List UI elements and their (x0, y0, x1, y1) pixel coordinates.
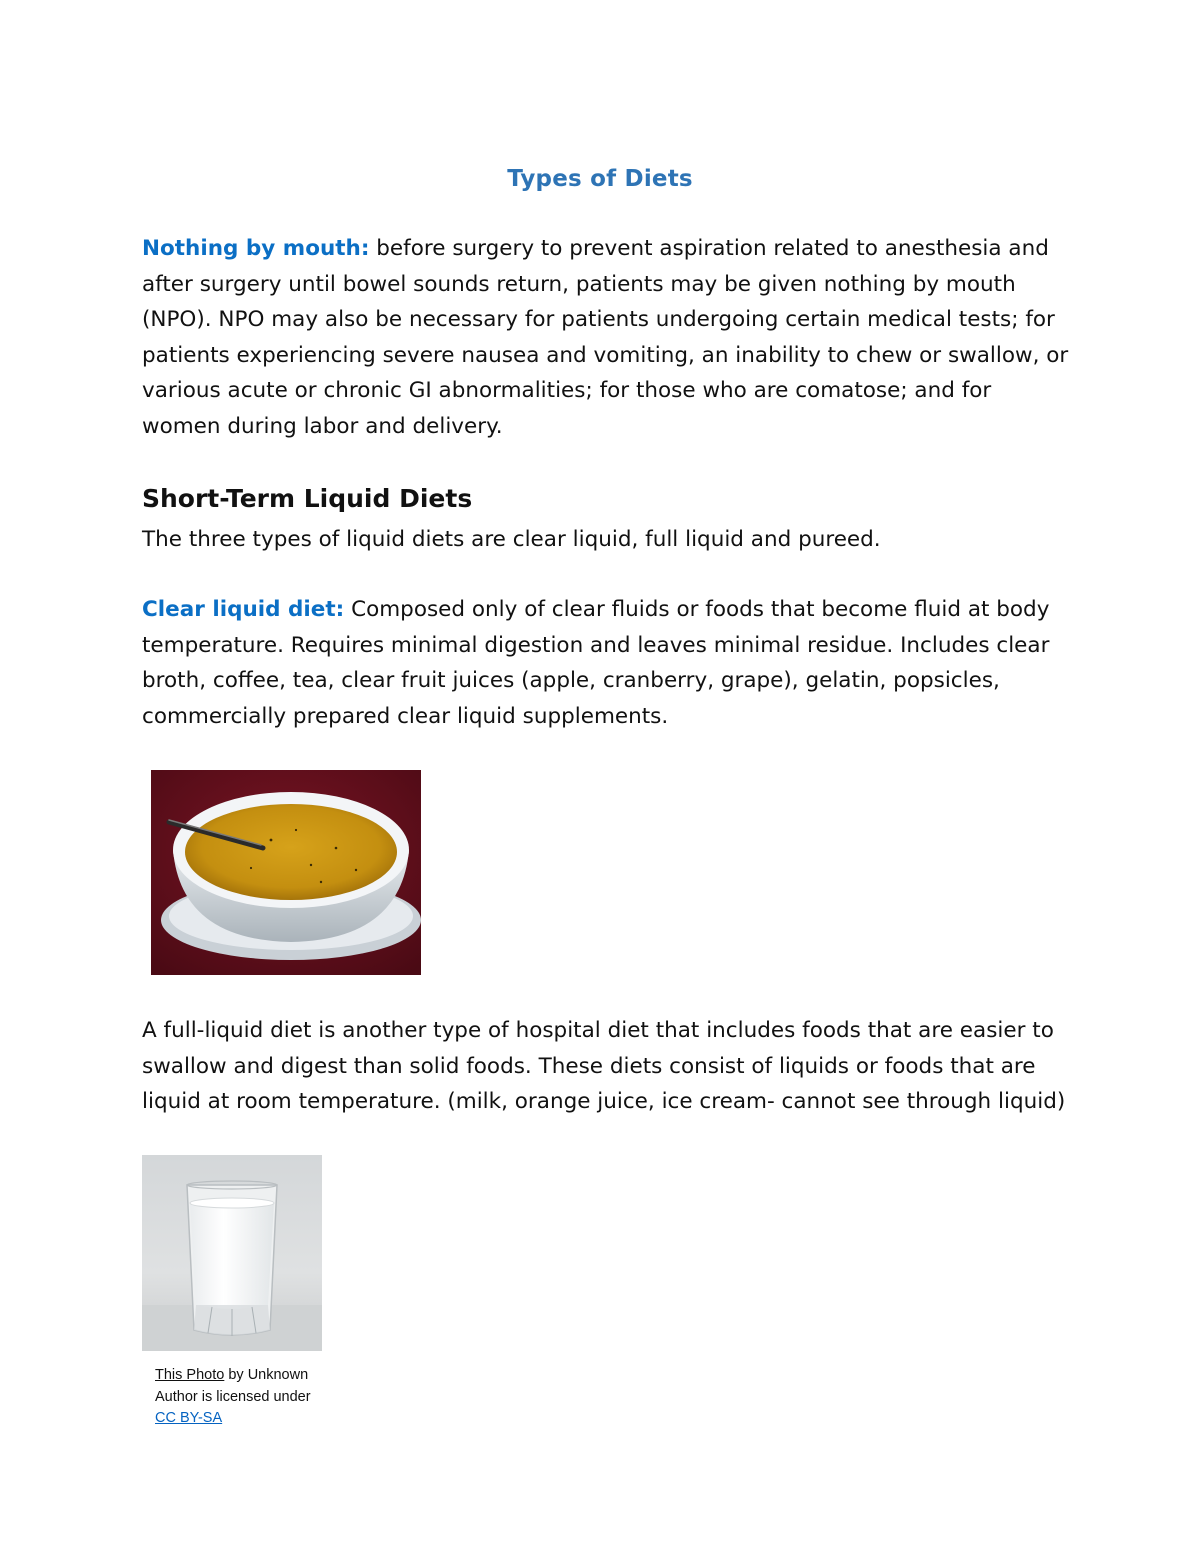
npo-text: before surgery to prevent aspiration related to anesthesia and after surgery until bowel sounds return, patients may be given nothing by mouth (NPO). NPO may also be necessary for patients undergoing certain medical tests; for patients experiencing severe nausea and vomiting, an inability to chew or swallow, or various acute or chronic GI abnormalities; for those who are comatose; and for women during labor and delivery. (142, 236, 1069, 439)
npo-label: Nothing by mouth: (142, 236, 370, 261)
section-heading: Short-Term Liquid Diets (142, 484, 473, 513)
photo-attribution (155, 1365, 315, 1430)
soup-bowl-photo (151, 770, 421, 975)
photo-link[interactable]: This Photo (155, 1367, 225, 1383)
page-title: Types of Diets (507, 166, 693, 192)
milk-glass-photo (142, 1155, 322, 1351)
clear-liquid-paragraph (142, 592, 1072, 734)
npo-paragraph (142, 231, 1072, 444)
clear-liquid-label: Clear liquid diet: (142, 597, 345, 622)
full-liquid-paragraph: A full-liquid diet is another type of hospital diet that includes foods that are easier to swallow and digest than solid foods. These diets consist of liquids or foods that are liquid at room temperature. (milk, orange juice, ice cream- cannot see through liquid) (142, 1018, 1066, 1114)
license-link[interactable]: CC BY-SA (155, 1410, 223, 1426)
attribution-text: by Unknown Author is licensed under (155, 1367, 311, 1405)
clear-liquid-text: Composed only of clear fluids or foods that become fluid at body temperature. Requires minimal digestion and leaves minimal residue. Includes clear broth, coffee, tea, clear fruit juices (apple, cranberry, grape), gelatin, popsicles, commercially prepared clear liquid supplements. (142, 597, 1050, 729)
intro-paragraph: The three types of liquid diets are clear liquid, full liquid and pureed. (142, 527, 881, 552)
